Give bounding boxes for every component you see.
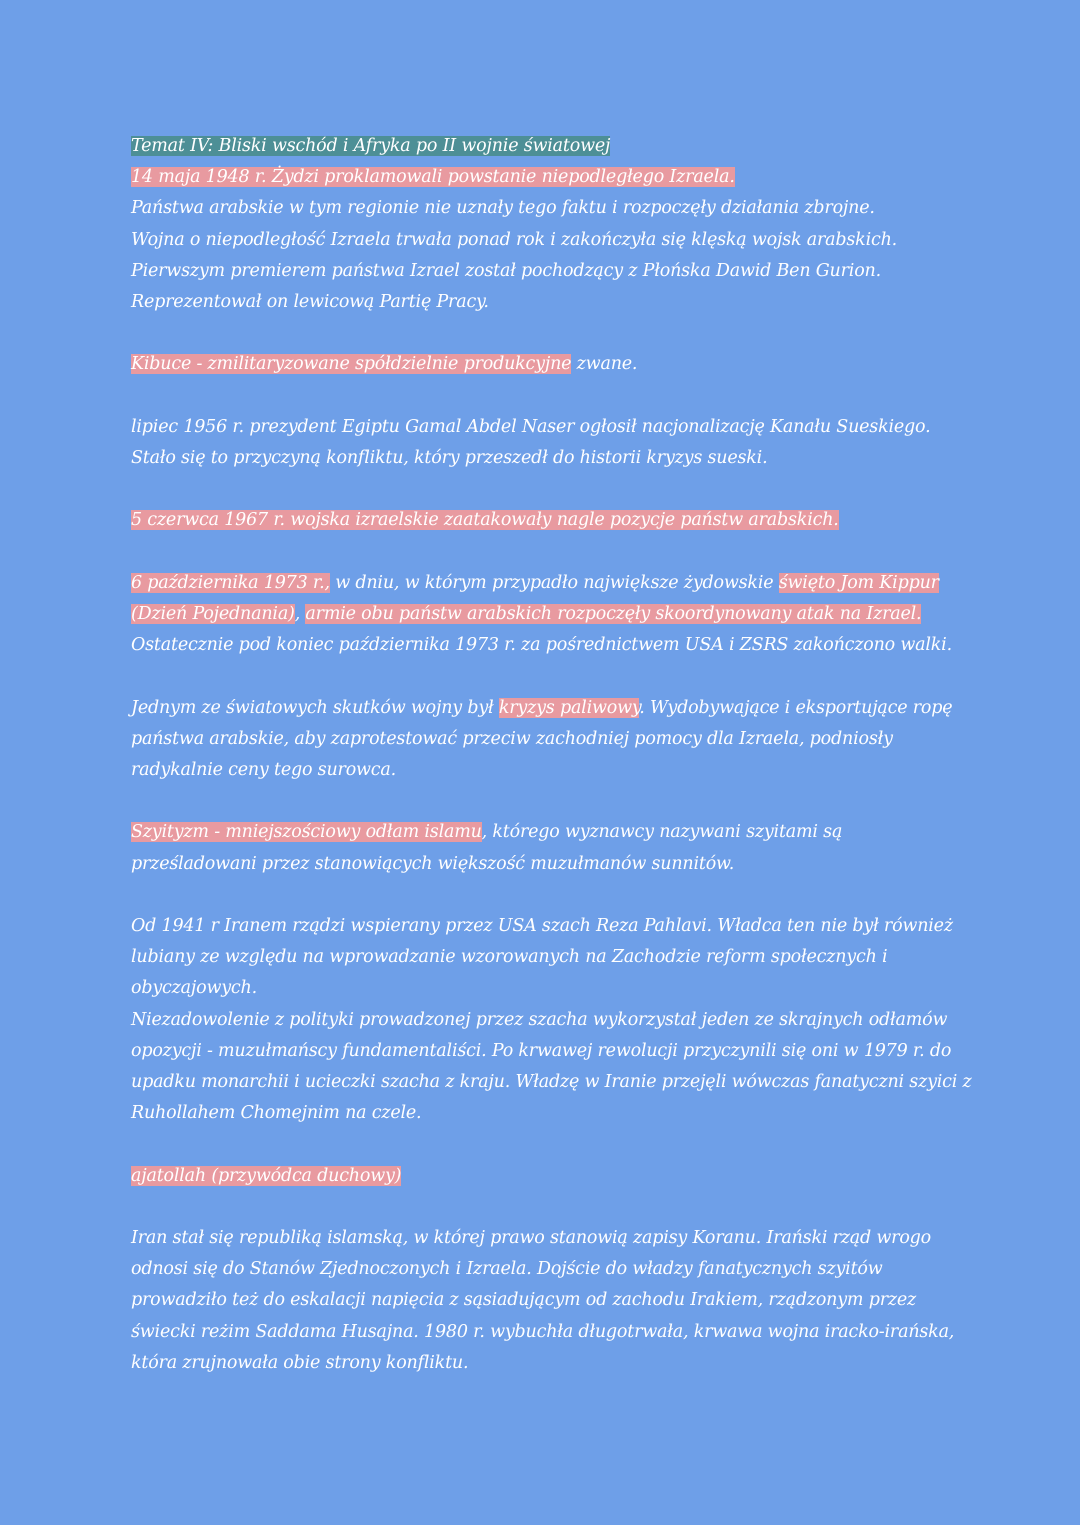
document-title: Temat IV: Bliski wschód i Afryka po II wojnie światowej	[131, 136, 611, 156]
highlight: 5 czerwca 1967 r. wojska izraelskie zaatakowały nagle pozycje państw arabskich.	[131, 510, 839, 531]
paragraph-line: państwa arabskie, aby zaprotestować przeciw zachodniej pomocy dla Izraela, podniosły	[131, 728, 893, 749]
highlight: kryzys paliwowy	[498, 697, 640, 718]
paragraph-line	[131, 349, 961, 380]
spacer	[131, 318, 961, 349]
paragraph-line: Ostatecznie pod koniec października 1973 r. za pośrednictwem USA i ZSRS zakończono walki.	[131, 635, 952, 656]
highlight: 14 maja 1948 r. Żydzi proklamowali powstanie niepodległego Izraela.	[131, 167, 735, 188]
paragraph-line: Państwa arabskie w tym regionie nie uznały tego faktu i rozpoczęły działania zbrojne.	[131, 198, 875, 219]
paragraph-line: prześladowani przez stanowiących większość muzułmanów sunnitów.	[131, 853, 735, 874]
text-segment: zwane.	[571, 354, 638, 375]
text-segment: . Wydobywające i eksportujące ropę	[639, 697, 953, 718]
spacer	[131, 537, 961, 568]
highlight: 6 października 1973 r.,	[131, 572, 330, 593]
spacer	[131, 880, 961, 911]
paragraph-line: świecki reżim Saddama Husajna. 1980 r. wybuchła długotrwała, krwawa wojna iracko-irańska,	[131, 1321, 955, 1342]
paragraph-line: Stało się to przyczyną konfliktu, który przeszedł do historii kryzys sueski.	[131, 448, 768, 468]
paragraph-line	[131, 568, 961, 599]
highlight: ajatollah (przywódca duchowy)	[131, 1165, 402, 1186]
paragraph-line	[131, 505, 961, 536]
paragraph-line: prowadziło też do eskalacji napięcia z sąsiadującym od zachodu Irakiem, rządzonym przez	[131, 1290, 917, 1311]
highlight: Kibuce - zmilitaryzowane spółdzielnie produkcyjne	[131, 354, 572, 375]
paragraph-line: Od 1941 r Iranem rządzi wspierany przez USA szach Reza Pahlavi. Władca ten nie był również	[131, 915, 953, 936]
paragraph-line	[131, 162, 961, 193]
text-segment: Jednym ze światowych skutków wojny był	[131, 697, 499, 718]
paragraph-line: Iran stał się republiką islamską, w której prawo stanowią zapisy Koranu. Irański rząd wrogo	[131, 1227, 932, 1248]
text-segment: w dniu, w którym przypadło największe żydowskie	[329, 572, 779, 593]
highlight: Szyityzm - mniejszościowy odłam islamu	[131, 822, 482, 843]
highlight: armie obu państw arabskich rozpoczęły skoordynowany atak na Izrael.	[305, 603, 922, 624]
paragraph-line	[131, 1161, 961, 1192]
paragraph-line: lipiec 1956 r. prezydent Egiptu Gamal Abdel Naser ogłosił nacjonalizację Kanału Sueskiego.	[131, 416, 931, 437]
paragraph-line: odnosi się do Stanów Zjednoczonych i Izraela. Dojście do władzy fanatycznych szyitów	[131, 1259, 883, 1280]
spacer	[131, 661, 961, 692]
highlight: święto Jom Kippur	[778, 572, 939, 593]
title-line	[131, 131, 961, 162]
paragraph-line: która zrujnowała obie strony konfliktu.	[131, 1352, 469, 1373]
paragraph-line: radykalnie ceny tego surowca.	[131, 759, 397, 780]
paragraph-line: Pierwszym premierem państwa Izrael został pochodzący z Płońska Dawid Ben Gurion.	[131, 260, 881, 281]
paragraph-line	[131, 817, 961, 848]
spacer	[131, 1192, 961, 1223]
paragraph-line: obyczajowych.	[131, 978, 257, 999]
paragraph-line: lubiany ze względu na wprowadzanie wzorowanych na Zachodzie reform społecznych i	[131, 947, 888, 968]
paragraph-line: upadku monarchii i ucieczki szacha z kraju. Władzę w Iranie przejęli wówczas fanatyczni szyici z	[131, 1071, 972, 1092]
spacer	[131, 786, 961, 817]
text-segment: ,	[294, 603, 306, 624]
document-body	[131, 131, 972, 1379]
spacer	[131, 1129, 961, 1160]
paragraph-line: Wojna o niepodległość Izraela trwała ponad rok i zakończyła się klęską wojsk arabskich.	[131, 229, 898, 250]
paragraph-line	[131, 693, 961, 724]
paragraph-line: opozycji - muzułmańscy fundamentaliści. Po krwawej rewolucji przyczynili się oni w 1979 r. do	[131, 1040, 952, 1061]
paragraph-line	[131, 599, 961, 630]
spacer	[131, 474, 961, 505]
text-segment: , którego wyznawcy nazywani szyitami są	[481, 822, 843, 843]
paragraph-line: Reprezentował on lewicową Partię Pracy.	[131, 292, 489, 313]
paragraph-line: Niezadowolenie z polityki prowadzonej przez szacha wykorzystał jeden ze skrajnych odłamów	[131, 1009, 948, 1030]
paragraph-line: Ruhollahem Chomejnim na czele.	[131, 1103, 422, 1124]
spacer	[131, 381, 961, 412]
highlight: (Dzień Pojednania)	[131, 603, 295, 624]
